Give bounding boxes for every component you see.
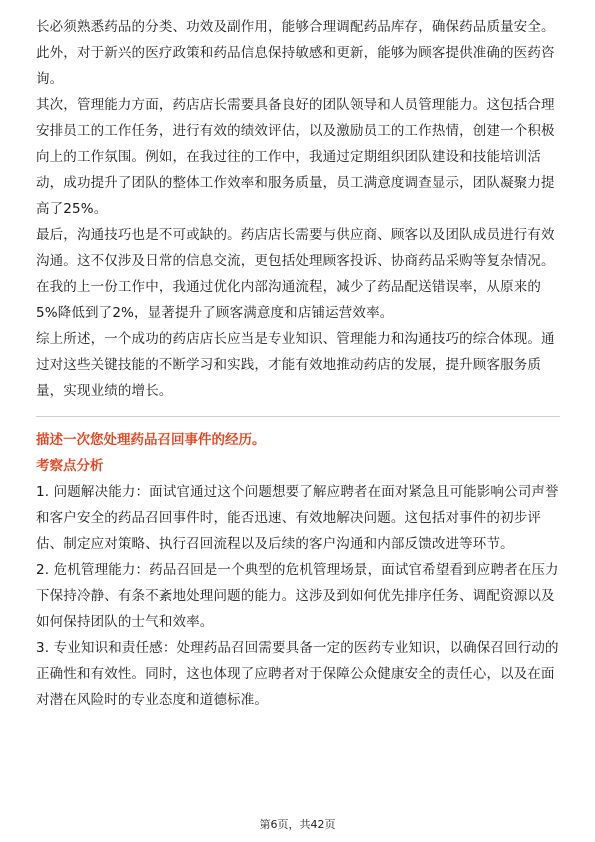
paragraph-intro-4: 综上所述，一个成功的药店店长应当是专业知识、管理能力和沟通技巧的综合体现。通过对这些关键技能的不断学习和实践，才能有效地推动药店的发展，提升顾客服务质量，实现业绩的增长。 [36, 331, 555, 399]
paragraph-intro-1: 长必须熟悉药品的分类、功效及副作用，能够合理调配药品库存，确保药品质量安全。此外，对于新兴的医疗政策和药品信息保持敏感和更新，能够为顾客提供准确的医药咨询。 [36, 19, 555, 87]
analysis-heading: 考察点分析 [36, 458, 104, 474]
analysis-point-2: 2. 危机管理能力：药品召回是一个典型的危机管理场景，面试官希望看到应聘者在压力下保持冷静、有条不紊地处理问题的能力。这涉及到如何优先排序任务、调配资源以及如何保持团队的士气和效率。 [36, 562, 559, 630]
paragraph-intro-2: 其次，管理能力方面，药店店长需要具备良好的团队领导和人员管理能力。这包括合理安排员工的工作任务，进行有效的绩效评估，以及激励员工的工作热情，创建一个积极向上的工作氛围。例如，在我过往的工作中，我通过定期组织团队建设和技能培训活动，成功提升了团队的整体工作效率和服务质量，员工满意度调查显示，团队凝聚力提高了25%。 [36, 97, 555, 217]
page-number-footer: 第6页，共42页 [259, 818, 336, 831]
analysis-point-1: 1. 问题解决能力：面试官通过这个问题想要了解应聘者在面对紧急且可能影响公司声誉和客户安全的药品召回事件时，能否迅速、有效地解决问题。这包括对事件的初步评估、制定应对策略、执行召回流程以及后续的客户沟通和内部反馈改进等环节。 [36, 484, 559, 552]
paragraph-intro-3: 最后，沟通技巧也是不可或缺的。药店店长需要与供应商、顾客以及团队成员进行有效沟通。这不仅涉及日常的信息交流，更包括处理顾客投诉、协商药品采购等复杂情况。在我的上一份工作中，我通过优化内部沟通流程，减少了药品配送错误率，从原来的5%降低到了2%，显著提升了顾客满意度和店铺运营效率。 [36, 227, 555, 321]
section-divider [36, 416, 560, 417]
document-page [36, 14, 560, 713]
analysis-point-3: 3. 专业知识和责任感：处理药品召回需要具备一定的医药专业知识，以确保召回行动的正确性和有效性。同时，这也体现了应聘者对于保障公众健康安全的责任心，以及在面对潜在风险时的专业态度和道德标准。 [36, 640, 559, 708]
question-heading: 描述一次您处理药品召回事件的经历。 [36, 432, 266, 448]
